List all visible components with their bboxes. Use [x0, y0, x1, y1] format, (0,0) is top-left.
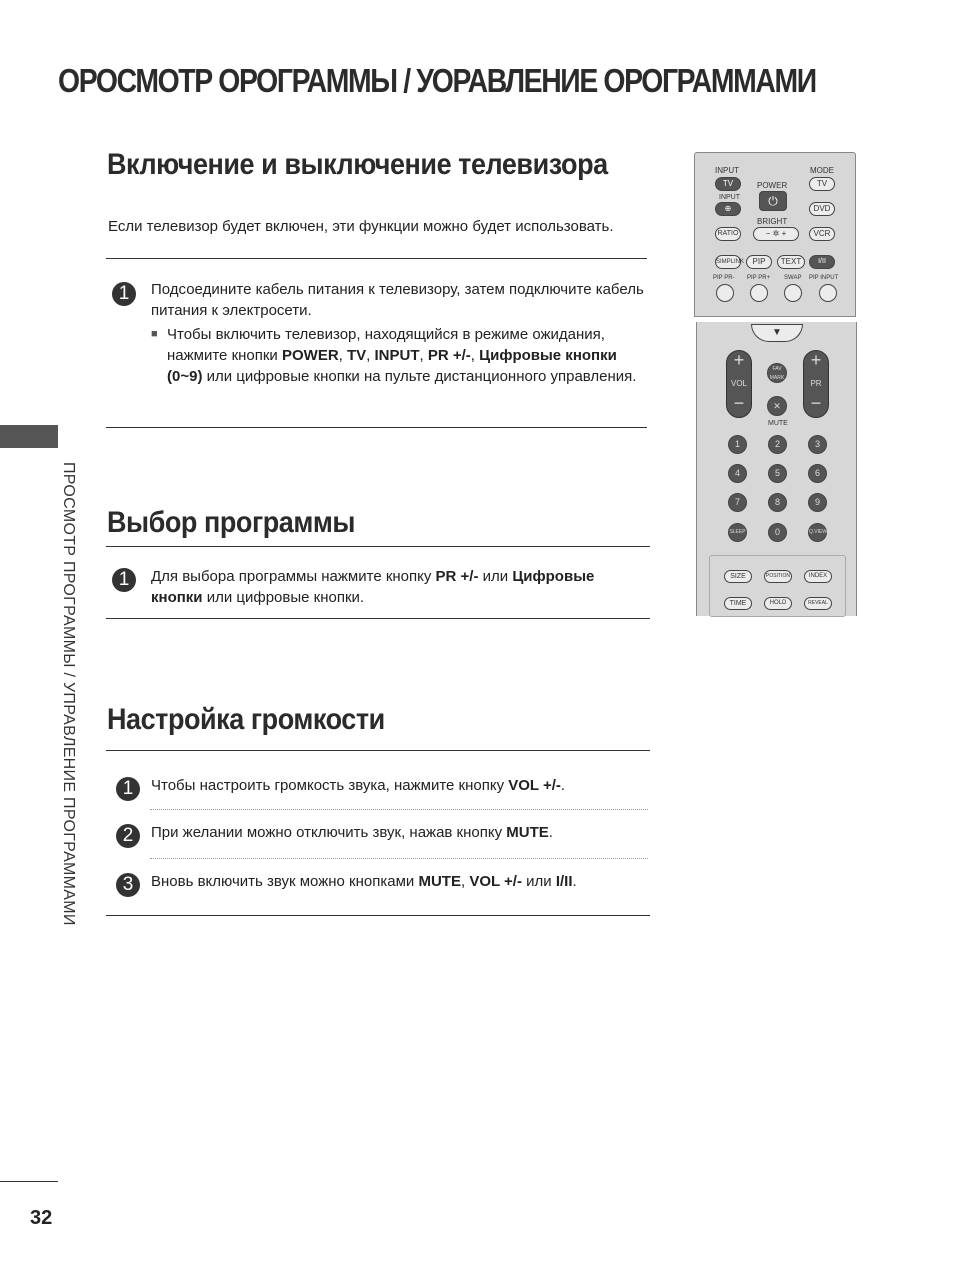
heading-volume: Настройка громкости	[107, 703, 385, 736]
remote-time-button: TIME	[724, 597, 752, 610]
divider	[106, 427, 647, 428]
remote-index-button: INDEX	[804, 570, 832, 583]
remote-digit: 9	[808, 493, 827, 512]
remote-reveal-button: REVEAL	[804, 597, 832, 610]
remote-pr-label: PR	[810, 379, 822, 388]
remote-round-button	[784, 284, 802, 302]
mute-icon: ✕	[767, 396, 787, 416]
step-number: 1	[112, 282, 136, 306]
divider	[106, 750, 650, 751]
remote-mode-label: MODE	[810, 166, 834, 175]
remote-digit: 5	[768, 464, 787, 483]
remote-i-ii-button: I/II	[809, 255, 835, 269]
remote-round-button	[750, 284, 768, 302]
remote-bottom-illustration	[696, 322, 857, 616]
step-number: 2	[116, 824, 140, 848]
remote-digit: 7	[728, 493, 747, 512]
step-number: 3	[116, 873, 140, 897]
remote-size-button: SIZE	[724, 570, 752, 583]
remote-dvd-button: DVD	[809, 202, 835, 216]
divider	[106, 258, 647, 259]
remote-pip-input-label: PIP INPUT	[809, 275, 839, 281]
footer-line	[0, 1181, 58, 1182]
remote-ratio-button: RATIO	[715, 227, 741, 241]
remote-digit: 1	[728, 435, 747, 454]
remote-input-small-label: INPUT	[719, 194, 740, 201]
note-bullet: ■	[151, 328, 158, 340]
pr-rocker: + PR −	[803, 350, 829, 418]
remote-tv-button: TV	[715, 177, 741, 191]
remote-pip-pr-plus-label: PIP PR+	[747, 275, 771, 281]
power-intro: Если телевизор будет включен, эти функции можно будет использовать.	[108, 218, 614, 235]
remote-bright-label: BRIGHT	[757, 217, 788, 226]
remote-simplink-button: SIMPLINK	[715, 255, 741, 269]
remote-fav-button: FAV MARK	[767, 363, 787, 383]
power-step1-text: Подсоедините кабель питания к телевизору, затем подключите кабель питания к электросети.	[151, 281, 644, 319]
remote-power-label: POWER	[757, 181, 788, 190]
remote-digit: 3	[808, 435, 827, 454]
remote-mute-label: MUTE	[768, 420, 788, 427]
down-arrow-icon: ▼	[751, 324, 803, 342]
divider	[106, 546, 650, 547]
heading-program: Выбор программы	[107, 506, 356, 539]
remote-digit: 6	[808, 464, 827, 483]
remote-vol-label: VOL	[730, 379, 747, 388]
remote-qview-button: Q.VIEW	[808, 523, 827, 542]
volume-step1-text: Чтобы настроить громкость звука, нажмите кнопку VOL +/-.	[151, 777, 566, 794]
remote-power-icon: ⏻	[759, 191, 787, 211]
remote-top-illustration	[694, 152, 856, 317]
volume-step2-text: При желании можно отключить звук, нажав кнопку MUTE.	[151, 824, 553, 841]
side-tab-marker	[0, 425, 58, 448]
remote-digit: 4	[728, 464, 747, 483]
remote-digit-zero: 0	[768, 523, 787, 542]
remote-input-icon: ⊕	[715, 202, 741, 216]
dotted-divider	[150, 809, 648, 810]
remote-sleep-button: SLEEP	[728, 523, 747, 542]
remote-text-button: TEXT	[777, 255, 805, 269]
remote-input-label: INPUT	[715, 166, 739, 175]
remote-position-button: POSITION	[764, 570, 792, 583]
divider	[106, 915, 650, 916]
remote-digit: 8	[768, 493, 787, 512]
remote-round-button	[716, 284, 734, 302]
program-step1-text: Для выбора программы нажмите кнопку PR +/- или Цифровые кнопки или цифровые кнопки.	[151, 568, 595, 606]
side-section-label: ПРОСМОТР ПРОГРАММЫ / УПРАВЛЕНИЕ ПРОГРАММАМИ	[60, 462, 77, 926]
remote-tv-mode-button: TV	[809, 177, 835, 191]
dotted-divider	[150, 858, 648, 859]
remote-vcr-button: VCR	[809, 227, 835, 241]
page-title: ОРОСМОТР ОРОГРАММЫ / УОРАВЛЕНИЕ ОРОГРАММАМИ	[58, 62, 816, 99]
remote-digit: 2	[768, 435, 787, 454]
page-number: 32	[30, 1207, 53, 1229]
remote-swap-label: SWAP	[784, 275, 802, 281]
divider	[106, 618, 650, 619]
remote-pip-pr-minus-label: PIP PR-	[713, 275, 735, 281]
remote-round-button	[819, 284, 837, 302]
heading-power: Включение и выключение телевизора	[107, 148, 608, 181]
power-note: Чтобы включить телевизор, находящийся в режиме ожидания, нажмите кнопки POWER, TV, INPUT, PR +/-, Цифровые кнопки (0~9) или цифровые кнопки на пульте дистанционного управления.	[167, 326, 637, 385]
step-number: 1	[112, 568, 136, 592]
volume-step3-text: Вновь включить звук можно кнопками MUTE, VOL +/- или I/II.	[151, 873, 577, 890]
remote-hold-button: HOLD	[764, 597, 792, 610]
remote-bright-control: − ✲ +	[753, 227, 799, 241]
vol-rocker: + VOL −	[726, 350, 752, 418]
remote-pip-button: PIP	[746, 255, 772, 269]
step-number: 1	[116, 777, 140, 801]
